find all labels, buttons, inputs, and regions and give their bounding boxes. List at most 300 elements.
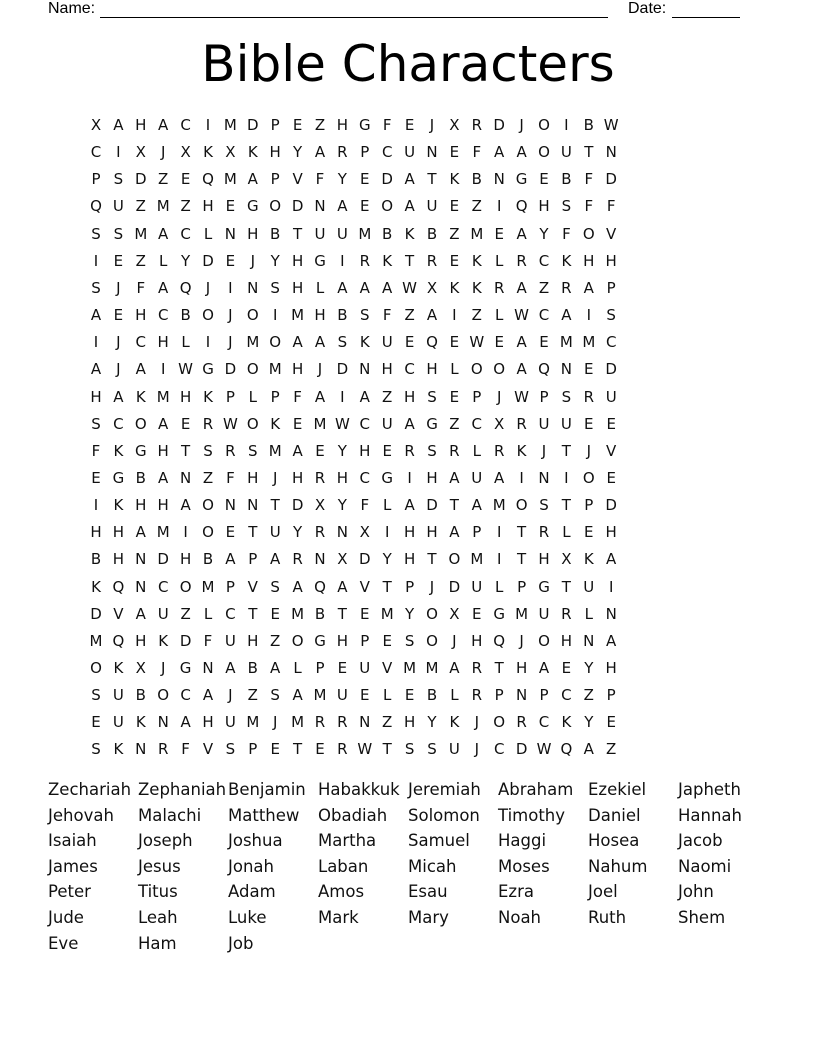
grid-letter: K xyxy=(449,713,460,732)
grid-letter: A xyxy=(292,577,303,596)
date-label: Date: xyxy=(628,0,667,17)
word-list-item: Habakkuk xyxy=(318,780,400,799)
grid-letter: E xyxy=(561,659,572,677)
grid-letter: L xyxy=(203,224,213,243)
grid-letter: V xyxy=(292,170,303,189)
grid-letter: C xyxy=(157,577,169,596)
grid-letter: R xyxy=(404,441,415,460)
grid-letter: A xyxy=(337,577,348,596)
grid-letter: K xyxy=(158,631,169,650)
grid-letter: J xyxy=(250,251,256,270)
grid-letter: P xyxy=(315,659,325,677)
grid-letter: Z xyxy=(270,631,281,650)
grid-letter: E xyxy=(404,116,415,134)
grid-letter: U xyxy=(112,197,124,216)
grid-letter: A xyxy=(90,360,102,379)
grid-letter: V xyxy=(202,740,214,759)
grid-letter: G xyxy=(179,659,192,677)
grid-letter: E xyxy=(494,333,504,352)
grid-letter: Q xyxy=(493,631,506,650)
word-list-item: Joseph xyxy=(138,831,193,851)
grid-letter: V xyxy=(606,224,617,243)
grid-letter: B xyxy=(314,604,326,623)
grid-letter: W xyxy=(603,116,619,134)
grid-letter: I xyxy=(93,251,99,270)
grid-letter: W xyxy=(222,414,238,433)
grid-letter: U xyxy=(538,604,550,623)
word-list-item: Jesus xyxy=(138,856,181,876)
word-list-item: Noah xyxy=(498,908,542,927)
grid-letter: N xyxy=(135,550,147,569)
grid-letter: U xyxy=(583,577,595,596)
grid-letter: T xyxy=(449,496,459,515)
grid-letter: X xyxy=(494,414,505,433)
grid-letter: A xyxy=(494,468,505,487)
grid-letter: L xyxy=(383,496,392,515)
grid-letter: P xyxy=(248,550,258,569)
word-list-item: Jude xyxy=(48,908,84,927)
grid-letter: E xyxy=(494,224,504,243)
grid-letter: U xyxy=(224,631,236,650)
grid-letter: L xyxy=(495,306,504,325)
grid-letter: A xyxy=(90,306,102,325)
grid-letter: O xyxy=(582,224,595,243)
grid-letter: Y xyxy=(293,143,303,162)
grid-letter: I xyxy=(340,251,345,270)
grid-letter: A xyxy=(449,659,460,677)
grid-letter: E xyxy=(180,170,191,189)
grid-letter: P xyxy=(360,631,370,650)
grid-letter: B xyxy=(471,170,482,189)
grid-letter: E xyxy=(360,604,370,623)
grid-letter: M xyxy=(89,631,103,650)
grid-letter: R xyxy=(561,278,572,297)
grid-letter: R xyxy=(471,686,483,705)
grid-letter: U xyxy=(471,577,483,596)
grid-letter: P xyxy=(606,686,616,705)
grid-letter: Z xyxy=(382,713,393,732)
grid-letter: O xyxy=(134,414,147,433)
grid-letter: J xyxy=(116,278,121,297)
grid-letter: P xyxy=(91,170,101,189)
grid-letter: L xyxy=(293,659,302,677)
grid-letter: R xyxy=(225,441,236,460)
grid-letter: C xyxy=(135,333,147,352)
grid-letter: P xyxy=(270,116,280,134)
grid-letter: E xyxy=(606,468,616,487)
grid-letter: F xyxy=(584,170,594,189)
grid-letter: O xyxy=(202,523,214,542)
grid-letter: H xyxy=(314,306,326,325)
grid-letter: C xyxy=(180,686,191,705)
grid-letter: R xyxy=(516,414,527,433)
grid-letter: U xyxy=(381,333,393,352)
grid-letter: Q xyxy=(515,197,528,216)
grid-letter: A xyxy=(404,197,415,216)
grid-letter: C xyxy=(538,713,550,732)
grid-letter: M xyxy=(313,414,327,433)
grid-letter: N xyxy=(515,686,528,705)
grid-letter: A xyxy=(292,333,303,352)
grid-letter: I xyxy=(452,306,457,325)
grid-letter: O xyxy=(538,116,550,134)
grid-letter: A xyxy=(404,496,415,515)
grid-letter: L xyxy=(495,577,504,596)
grid-letter: J xyxy=(317,360,323,379)
grid-letter: M xyxy=(425,659,439,677)
grid-letter: B xyxy=(382,224,393,243)
grid-letter: A xyxy=(180,713,191,732)
grid-letter: G xyxy=(426,414,438,433)
grid-letter: T xyxy=(561,496,571,515)
grid-letter: E xyxy=(449,197,460,216)
grid-letter: H xyxy=(538,197,550,216)
grid-letter: C xyxy=(471,414,483,433)
grid-letter: A xyxy=(382,278,393,297)
grid-letter: N xyxy=(179,468,192,487)
word-list-item: Mark xyxy=(318,908,359,927)
grid-letter: M xyxy=(358,224,372,243)
grid-letter: O xyxy=(291,631,304,650)
grid-letter: A xyxy=(516,143,527,162)
grid-letter: H xyxy=(135,116,147,134)
grid-letter: S xyxy=(91,278,101,297)
grid-letter: Z xyxy=(471,306,482,325)
grid-letter: Q xyxy=(538,360,550,379)
grid-letter: D xyxy=(605,170,617,189)
grid-letter: F xyxy=(382,116,392,134)
word-list-item: Luke xyxy=(228,908,267,927)
grid-letter: K xyxy=(270,414,281,433)
grid-letter: U xyxy=(404,143,416,162)
word-list-item: Ham xyxy=(138,933,177,953)
grid-letter: W xyxy=(536,740,552,759)
grid-letter: B xyxy=(135,468,146,487)
grid-letter: T xyxy=(382,577,392,596)
grid-letter: E xyxy=(360,170,370,189)
grid-letter: R xyxy=(337,713,348,732)
grid-letter: G xyxy=(314,251,326,270)
grid-letter: T xyxy=(270,496,280,515)
grid-letter: H xyxy=(269,143,281,162)
word-list-item: Ezekiel xyxy=(588,780,647,799)
word-list-item: Isaiah xyxy=(48,831,97,851)
grid-letter: Q xyxy=(560,740,573,759)
grid-letter: W xyxy=(469,333,485,352)
word-list-item: Malachi xyxy=(138,805,202,825)
grid-letter: S xyxy=(113,170,124,189)
grid-letter: S xyxy=(404,631,415,650)
grid-letter: O xyxy=(493,360,506,379)
grid-letter: M xyxy=(291,713,305,732)
grid-letter: Y xyxy=(427,713,437,732)
grid-letter: H xyxy=(336,468,349,487)
grid-letter: E xyxy=(404,333,415,352)
grid-letter: X xyxy=(180,143,191,162)
grid-letter: R xyxy=(292,550,303,569)
grid-letter: N xyxy=(224,496,236,515)
grid-letter: H xyxy=(403,523,416,542)
grid-letter: R xyxy=(471,116,483,134)
grid-letter: F xyxy=(226,468,235,487)
grid-letter: H xyxy=(157,441,169,460)
grid-letter: J xyxy=(160,143,166,162)
word-list-item: Daniel xyxy=(588,805,641,825)
grid-letter: A xyxy=(561,306,572,325)
grid-letter: S xyxy=(91,224,101,243)
grid-letter: I xyxy=(384,523,390,542)
grid-letter: T xyxy=(427,170,437,189)
grid-letter: K xyxy=(113,740,124,759)
grid-letter: Y xyxy=(382,550,392,569)
grid-letter: U xyxy=(560,143,572,162)
grid-letter: D xyxy=(381,170,393,189)
grid-letter: E xyxy=(449,143,460,162)
grid-letter: J xyxy=(474,713,480,732)
grid-letter: M xyxy=(380,604,394,623)
grid-letter: S xyxy=(91,740,101,759)
grid-letter: U xyxy=(157,604,169,623)
grid-letter: H xyxy=(157,496,169,515)
grid-letter: X xyxy=(359,523,370,542)
grid-letter: N xyxy=(560,360,572,379)
grid-letter: M xyxy=(470,550,484,569)
grid-letter: Q xyxy=(314,577,326,596)
grid-letter: C xyxy=(404,360,415,379)
grid-letter: A xyxy=(158,278,169,297)
grid-letter: K xyxy=(247,143,258,162)
grid-letter: X xyxy=(337,550,348,569)
word-list-item: Micah xyxy=(408,856,457,876)
word-list-item: Samuel xyxy=(408,831,470,851)
grid-letter: E xyxy=(472,604,482,623)
grid-letter: Z xyxy=(135,197,146,216)
grid-letter: C xyxy=(157,306,169,325)
word-list-item: Jehovah xyxy=(48,805,114,825)
grid-letter: G xyxy=(246,197,259,216)
grid-letter: E xyxy=(382,631,392,650)
grid-letter: B xyxy=(337,306,348,325)
grid-letter: N xyxy=(247,278,259,297)
grid-letter: W xyxy=(402,278,418,297)
grid-letter: Z xyxy=(404,306,415,325)
grid-letter: C xyxy=(381,143,393,162)
word-list-item: James xyxy=(48,856,98,876)
grid-letter: E xyxy=(113,251,124,270)
grid-letter: C xyxy=(493,740,505,759)
grid-letter: O xyxy=(179,577,192,596)
grid-letter: L xyxy=(159,251,168,270)
grid-letter: J xyxy=(429,577,435,596)
grid-letter: G xyxy=(538,577,550,596)
grid-letter: A xyxy=(516,224,527,243)
grid-letter: H xyxy=(247,224,259,243)
word-list-item: Eve xyxy=(48,933,79,953)
grid-letter: O xyxy=(202,306,214,325)
grid-letter: A xyxy=(225,550,236,569)
grid-letter: S xyxy=(561,197,572,216)
grid-letter: H xyxy=(336,116,349,134)
grid-letter: S xyxy=(91,686,101,705)
grid-letter: Q xyxy=(426,333,438,352)
grid-letter: D xyxy=(157,550,169,569)
grid-letter: Y xyxy=(584,659,594,677)
grid-letter: R xyxy=(337,740,348,759)
grid-letter: Z xyxy=(158,170,169,189)
grid-letter: D xyxy=(90,604,102,623)
grid-letter: E xyxy=(360,686,370,705)
grid-letter: K xyxy=(113,496,124,515)
grid-letter: U xyxy=(560,414,572,433)
grid-letter: Z xyxy=(538,278,550,297)
grid-letter: T xyxy=(494,659,504,677)
word-list-item: Joel xyxy=(588,882,618,902)
grid-letter: X xyxy=(90,116,102,134)
grid-letter: W xyxy=(514,387,530,406)
grid-letter: A xyxy=(135,604,146,623)
grid-letter: F xyxy=(472,143,482,162)
grid-letter: D xyxy=(359,550,371,569)
grid-letter: K xyxy=(561,713,572,732)
grid-letter: J xyxy=(519,116,524,134)
grid-letter: Y xyxy=(293,523,303,542)
grid-letter: A xyxy=(471,496,482,515)
grid-letter: O xyxy=(515,496,528,515)
grid-letter: C xyxy=(538,306,550,325)
grid-letter: W xyxy=(514,306,530,325)
grid-letter: S xyxy=(225,740,236,759)
grid-letter: E xyxy=(113,306,124,325)
grid-letter: M xyxy=(291,604,305,623)
grid-letter: H xyxy=(291,251,304,270)
grid-letter: L xyxy=(450,686,459,705)
grid-letter: N xyxy=(605,604,617,623)
grid-letter: A xyxy=(314,333,326,352)
grid-letter: P xyxy=(539,387,549,406)
grid-letter: Z xyxy=(314,116,326,134)
grid-letter: T xyxy=(517,550,527,569)
grid-letter: A xyxy=(113,116,124,134)
grid-letter: P xyxy=(270,170,280,189)
grid-letter: F xyxy=(562,224,571,243)
grid-letter: A xyxy=(247,170,258,189)
grid-letter: H xyxy=(583,251,595,270)
grid-letter: A xyxy=(314,387,326,406)
grid-letter: F xyxy=(91,441,101,460)
grid-letter: C xyxy=(538,251,550,270)
grid-letter: S xyxy=(91,414,101,433)
grid-letter: D xyxy=(605,360,617,379)
grid-letter: I xyxy=(205,116,211,134)
grid-letter: P xyxy=(472,523,482,542)
grid-letter: S xyxy=(337,333,348,352)
grid-letter: O xyxy=(157,686,170,705)
grid-letter: N xyxy=(359,713,371,732)
grid-letter: K xyxy=(561,251,572,270)
grid-letter: R xyxy=(314,713,326,732)
grid-letter: Z xyxy=(583,686,594,705)
grid-letter: G xyxy=(112,468,125,487)
grid-letter: U xyxy=(112,713,124,732)
grid-letter: M xyxy=(515,604,529,623)
grid-letter: U xyxy=(224,713,236,732)
grid-letter: G xyxy=(202,360,214,379)
grid-letter: C xyxy=(359,414,371,433)
grid-letter: T xyxy=(293,224,303,243)
grid-letter: Y xyxy=(181,251,191,270)
grid-letter: G xyxy=(381,468,393,487)
grid-letter: A xyxy=(314,143,326,162)
grid-letter: A xyxy=(538,659,550,677)
grid-letter: A xyxy=(158,414,169,433)
grid-letter: H xyxy=(426,360,438,379)
grid-letter: M xyxy=(268,441,282,460)
grid-letter: I xyxy=(564,468,569,487)
grid-letter: A xyxy=(516,333,527,352)
grid-letter: U xyxy=(448,740,460,759)
grid-letter: R xyxy=(202,414,214,433)
grid-letter: E xyxy=(449,333,460,352)
grid-letter: U xyxy=(471,468,483,487)
grid-letter: H xyxy=(247,468,259,487)
word-list-item: Hosea xyxy=(588,831,640,851)
grid-letter: Q xyxy=(90,197,102,216)
grid-letter: U xyxy=(381,414,393,433)
word-list-item: Hannah xyxy=(678,805,743,825)
grid-letter: S xyxy=(270,278,280,297)
grid-letter: C xyxy=(225,604,236,623)
grid-letter: J xyxy=(228,333,233,352)
word-list-item: Martha xyxy=(318,831,377,851)
grid-letter: E xyxy=(337,659,348,677)
word-list-item: Peter xyxy=(48,882,91,902)
word-list-item: Timothy xyxy=(498,805,566,825)
word-list-item: Ruth xyxy=(588,908,627,927)
grid-letter: C xyxy=(180,116,191,134)
grid-letter: R xyxy=(471,659,483,677)
grid-letter: U xyxy=(538,414,550,433)
grid-letter: M xyxy=(559,333,573,352)
word-list-item: Benjamin xyxy=(228,780,306,799)
grid-letter: L xyxy=(203,604,213,623)
grid-letter: E xyxy=(91,468,101,487)
grid-letter: A xyxy=(359,387,370,406)
grid-letter: A xyxy=(202,686,214,705)
grid-letter: G xyxy=(493,604,505,623)
grid-letter: N xyxy=(314,550,326,569)
grid-letter: H xyxy=(403,550,416,569)
grid-letter: A xyxy=(158,468,169,487)
grid-letter: U xyxy=(359,659,371,677)
grid-letter: P xyxy=(517,577,527,596)
grid-letter: D xyxy=(135,170,147,189)
grid-letter: K xyxy=(203,387,213,406)
grid-letter: T xyxy=(337,604,347,623)
grid-letter: X xyxy=(449,604,460,623)
grid-letter: Z xyxy=(135,251,146,270)
grid-letter: X xyxy=(561,550,572,569)
grid-letter: O xyxy=(381,197,394,216)
grid-letter: X xyxy=(135,659,146,677)
grid-letter: U xyxy=(336,686,348,705)
grid-letter: N xyxy=(583,631,595,650)
grid-letter: F xyxy=(382,306,392,325)
grid-letter: R xyxy=(561,604,572,623)
word-list-item: Nahum xyxy=(588,856,648,876)
grid-letter: J xyxy=(586,441,592,460)
grid-letter: L xyxy=(562,523,571,542)
grid-letter: Y xyxy=(337,441,347,460)
